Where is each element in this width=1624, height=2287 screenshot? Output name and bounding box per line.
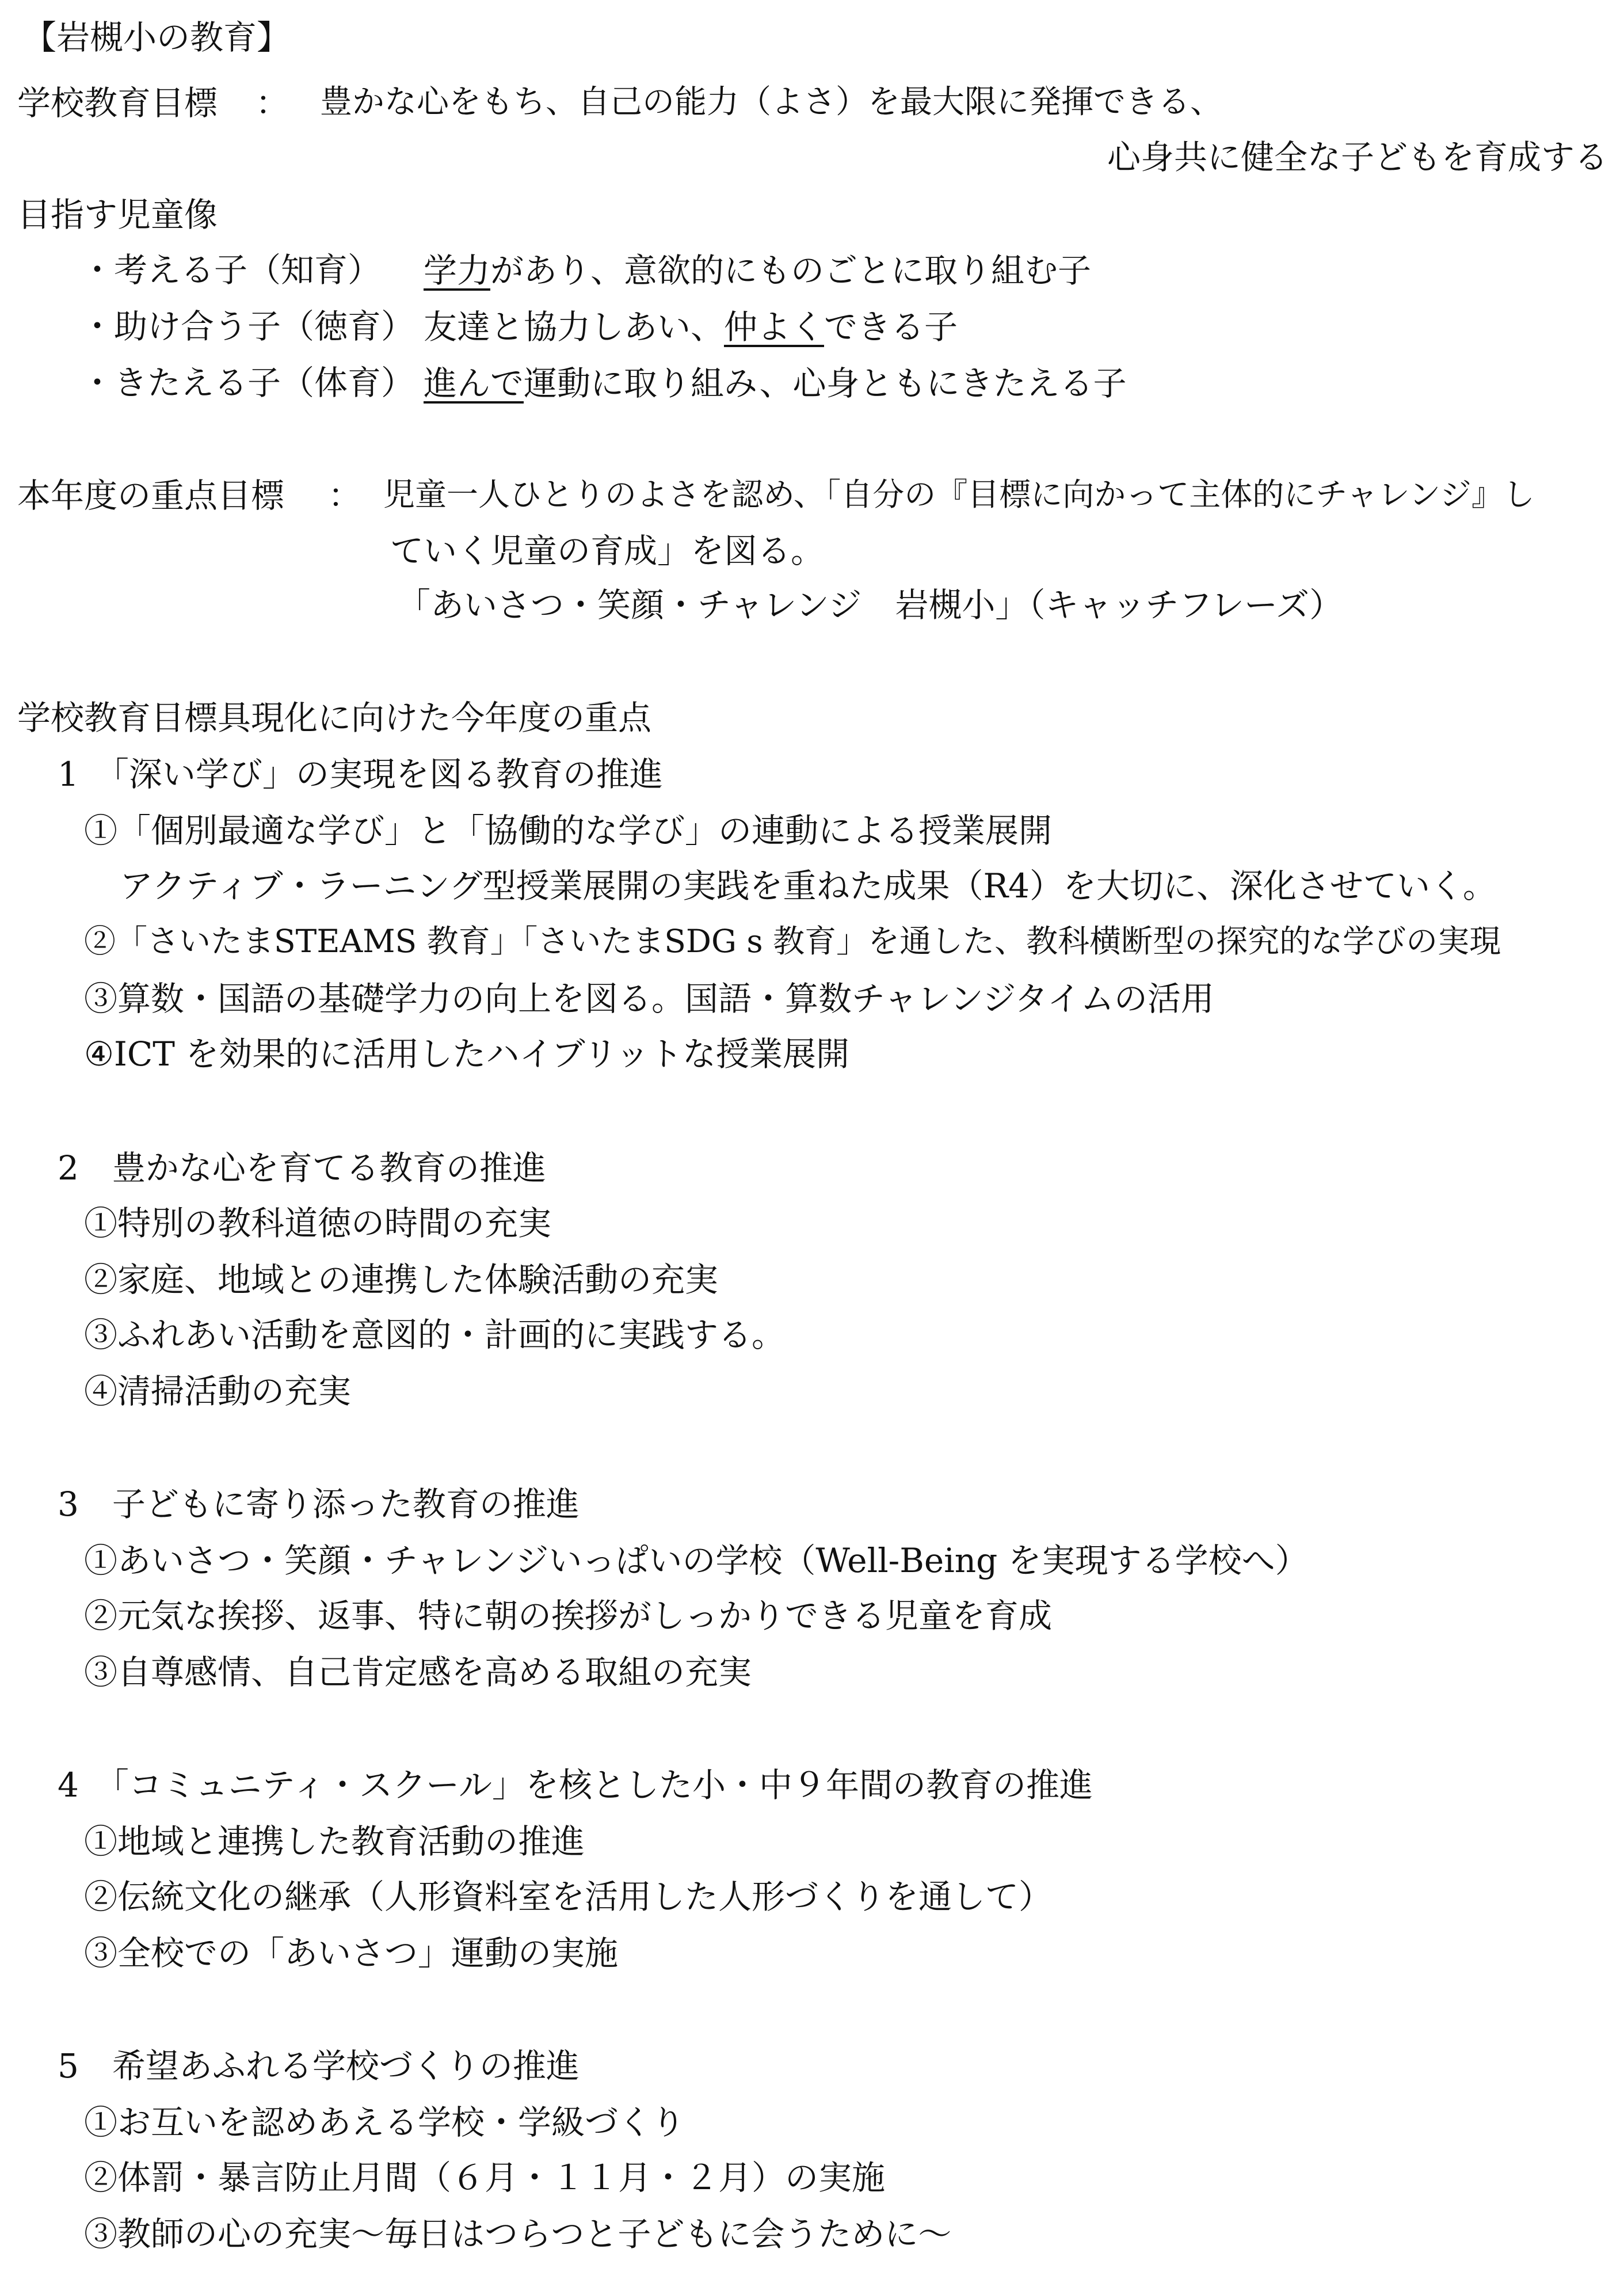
ideal-item-label: ・助け合う子（徳育） <box>81 307 415 346</box>
list-item: ①特別の教科道徳の時間の充実 <box>84 1204 552 1243</box>
ideal-item-label: ・きたえる子（体育） <box>81 363 415 402</box>
ideal-item-desc: 進んで運動に取り組み、心身ともにきたえる子 <box>424 364 1127 403</box>
section-title: 3 子どもに寄り添った教育の推進 <box>58 1485 580 1524</box>
list-item: ①あいさつ・笑顔・チャレンジいっぱいの学校（Well-Being を実現する学校へ） <box>84 1541 1309 1580</box>
focus-colon: ： <box>328 476 362 515</box>
goal-text-2: 心身共に健全な子どもを育成する <box>1107 138 1608 177</box>
page-title: 【岩槻小の教育】 <box>23 18 291 57</box>
list-item: ②「さいたまSTEAMS 教育」「さいたまSDG s 教育」を通した、教科横断型の探究的な学びの実現 <box>84 923 1501 960</box>
list-item: ③自尊感情、自己肯定感を高める取組の充実 <box>84 1653 752 1692</box>
list-item: ②元気な挨拶、返事、特に朝の挨拶がしっかりできる児童を育成 <box>84 1596 1053 1635</box>
focus-text-2: ていく児童の育成」を図る。 <box>390 531 825 570</box>
goal-label: 学校教育目標 <box>17 83 218 123</box>
section-title: 2 豊かな心を育てる教育の推進 <box>58 1148 546 1188</box>
ideal-item-label: ・考える子（知育） <box>81 250 382 290</box>
list-item: アクティブ・ラーニング型授業展開の実践を重ねた成果（R4）を大切に、深化させていく。 <box>120 866 1496 905</box>
list-item: ③全校での「あいさつ」運動の実施 <box>84 1934 619 1973</box>
section-title: 5 希望あふれる学校づくりの推進 <box>58 2046 580 2086</box>
goal-colon: ： <box>256 83 289 123</box>
list-item: ④ICT を効果的に活用したハイブリットな授業展開 <box>84 1034 850 1074</box>
goal-text-1: 豊かな心をもち、自己の能力（よさ）を最大限に発揮できる、 <box>320 83 1222 121</box>
list-item: ②家庭、地域との連携した体験活動の充実 <box>84 1260 719 1299</box>
focus-text-1: 児童一人ひとりのよさを認め、「自分の『目標に向かって主体的にチャレンジ』し <box>383 476 1535 513</box>
underlined-keyword: 進んで <box>424 364 524 403</box>
focus-label: 本年度の重点目標 <box>17 476 285 515</box>
underlined-keyword: 仲よく <box>724 307 825 347</box>
list-item: ②伝統文化の継承（人形資料室を活用した人形づくりを通して） <box>84 1877 1053 1916</box>
priorities-heading: 学校教育目標具現化に向けた今年度の重点 <box>17 698 652 737</box>
focus-catchphrase: 「あいさつ・笑顔・チャレンジ 岩槻小」（キャッチフレーズ） <box>397 585 1343 625</box>
ideal-heading: 目指す児童像 <box>17 195 218 234</box>
list-item: ①地域と連携した教育活動の推進 <box>84 1822 585 1861</box>
section-title: 1 「深い学び」の実現を図る教育の推進 <box>58 755 663 794</box>
underlined-keyword: 学力 <box>424 251 491 290</box>
list-item: ③教師の心の充実～毎日はつらつと子どもに会うために～ <box>84 2214 952 2254</box>
ideal-item-desc: 友達と協力しあい、仲よくできる子 <box>424 307 958 347</box>
list-item: ③ふれあい活動を意図的・計画的に実践する。 <box>84 1315 786 1354</box>
section-title: 4 「コミュニティ・スクール」を核とした小・中９年間の教育の推進 <box>58 1765 1093 1805</box>
list-item: ①お互いを認めあえる学校・学級づくり <box>84 2103 685 2142</box>
list-item: ①「個別最適な学び」と「協働的な学び」の連動による授業展開 <box>84 811 1053 850</box>
list-item: ②体罰・暴言防止月間（６月・１１月・２月）の実施 <box>84 2158 886 2197</box>
list-item: ③算数・国語の基礎学力の向上を図る。国語・算数チャレンジタイムの活用 <box>84 979 1214 1018</box>
list-item: ④清掃活動の充実 <box>84 1372 352 1411</box>
ideal-item-desc: 学力があり、意欲的にものごとに取り組む子 <box>424 251 1092 290</box>
